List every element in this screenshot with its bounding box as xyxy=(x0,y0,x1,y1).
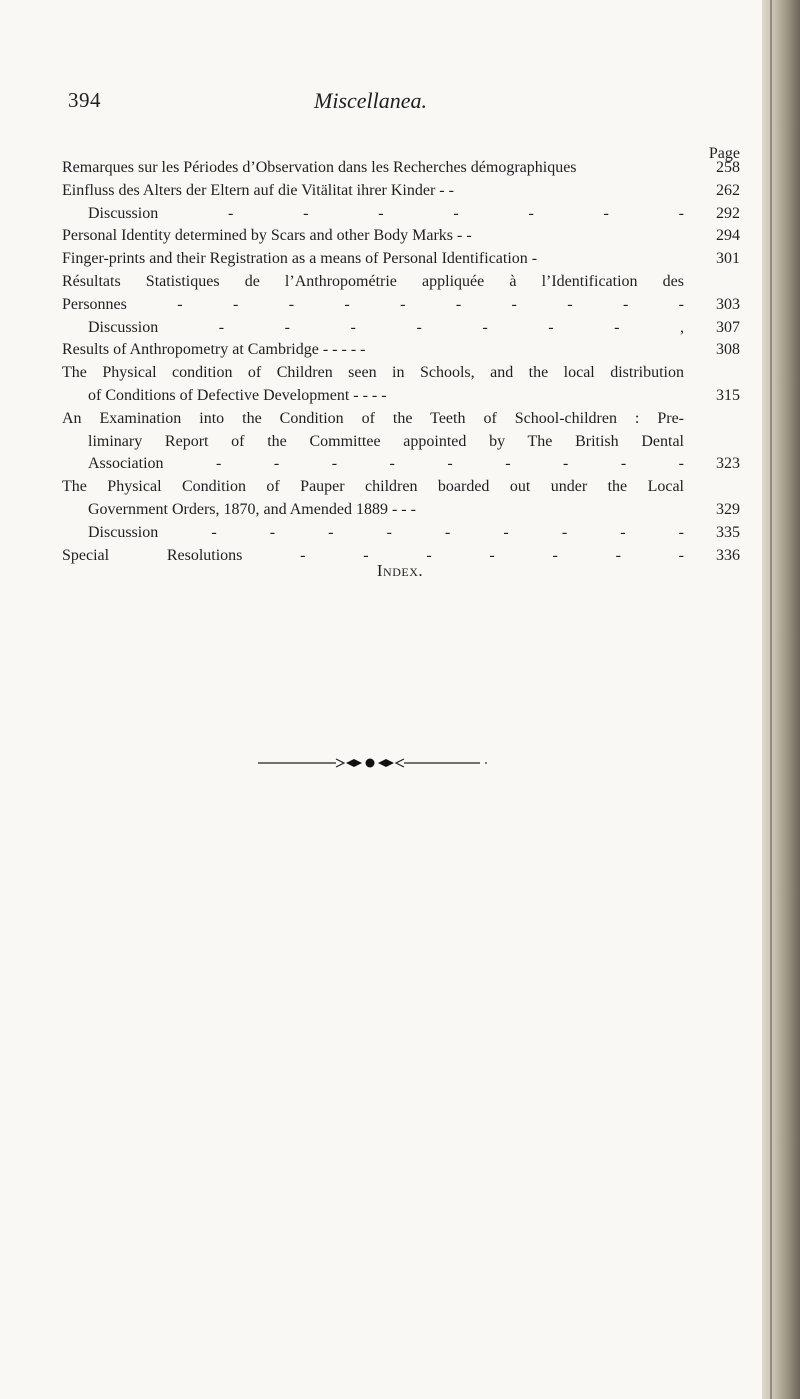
entry-page-number: 335 xyxy=(716,523,740,541)
entry-title-line: The Physical condition of Children seen in Schools, and the local distribution xyxy=(62,364,684,382)
entry-page-number: 294 xyxy=(716,227,740,245)
entry-title-line: Association - - - - - - - - - xyxy=(88,455,684,473)
entry-title-line: The Physical Condition of Pauper children boarded out under the Local xyxy=(62,478,684,496)
entry-title-line: Einfluss des Alters der Eltern auf die Vitälitat ihrer Kinder - - xyxy=(62,181,454,199)
entry-title-line: of Conditions of Defective Development - - - - xyxy=(88,387,387,404)
running-header xyxy=(0,88,762,118)
entry-title-line: An Examination into the Condition of the Teeth of School-children : Pre- xyxy=(62,409,684,427)
entry-page-number: 262 xyxy=(716,181,740,199)
entry-page-number: 323 xyxy=(716,455,740,473)
entry-title-line: Government Orders, 1870, and Amended 1889 - - - xyxy=(88,501,416,518)
entry-title-line: Discussion - - - - - - - , xyxy=(88,318,684,336)
index-heading: Index. xyxy=(376,561,424,580)
entry-title-line: Personnes - - - - - - - - - - xyxy=(62,295,684,313)
entry-page-number: 303 xyxy=(716,295,740,313)
entry-title-line: Results of Anthropometry at Cambridge - - - - - xyxy=(62,341,366,359)
entry-page-number: 329 xyxy=(716,501,740,518)
ornament-rule xyxy=(258,755,488,771)
entry-title-line: Discussion - - - - - - - xyxy=(88,204,684,222)
entry-page-number: 292 xyxy=(716,204,740,222)
page-number: 394 xyxy=(68,88,101,112)
entry-page-number: 315 xyxy=(716,387,740,404)
entry-title-line: Résultats Statistiques de l’Anthropométrie appliquée à l’Identification des xyxy=(62,273,684,290)
entry-title-line: Personal Identity determined by Scars and other Body Marks - - xyxy=(62,227,472,245)
entry-title-line: Discussion - - - - - - - - - xyxy=(88,523,684,541)
entry-page-number: 307 xyxy=(716,318,740,336)
page-edge-shadow xyxy=(762,0,800,1399)
entry-title-line: liminary Report of the Committee appointed by The British Dental xyxy=(88,432,684,450)
entry-page-number: 336 xyxy=(716,546,740,564)
entry-title-line: Special Resolutions - - - - - - - xyxy=(62,546,684,564)
running-title: Miscellanea. xyxy=(314,88,428,113)
entry-title-line: Remarques sur les Périodes d’Observation dans les Recherches démographiques xyxy=(62,159,577,176)
entry-page-number: 308 xyxy=(716,341,740,359)
entry-page-number: 258 xyxy=(716,159,740,176)
entry-title-line: Finger-prints and their Registration as a means of Personal Identification - xyxy=(62,250,538,268)
entry-page-number: 301 xyxy=(716,250,740,268)
page-column-heading: Page xyxy=(708,145,740,162)
